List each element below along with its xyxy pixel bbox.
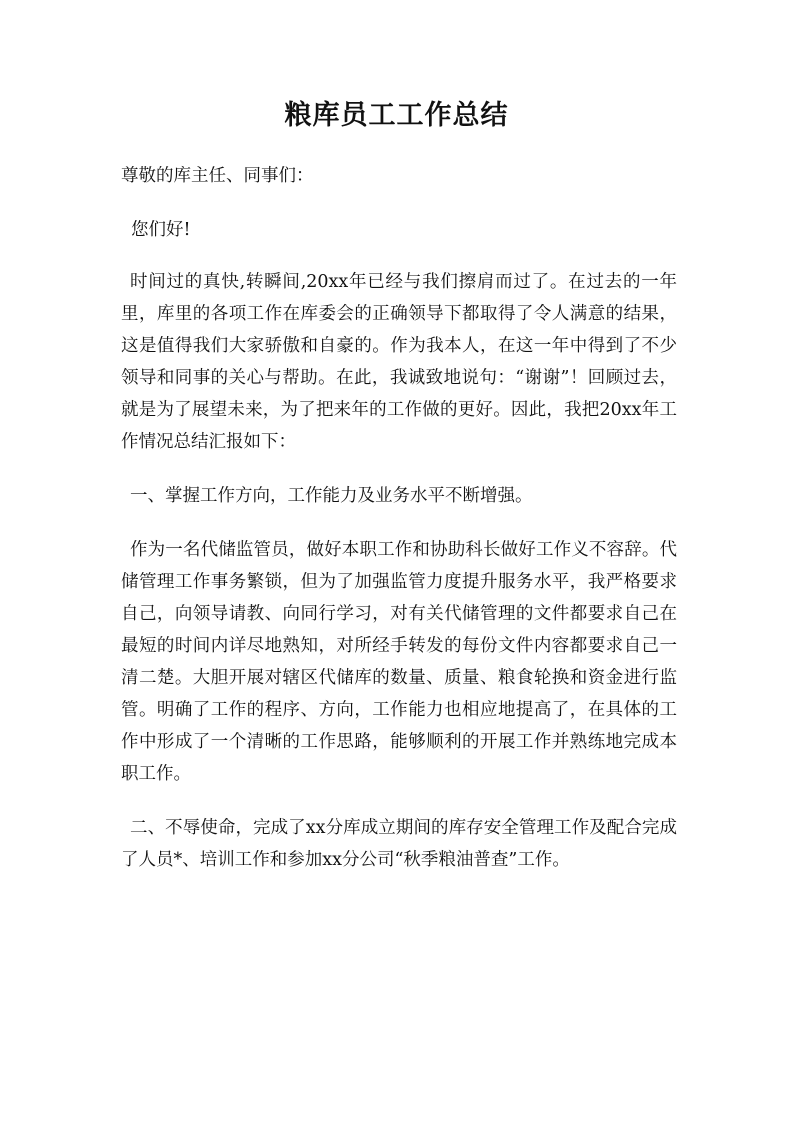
salutation: 尊敬的库主任、同事们： [121,166,314,186]
paragraph-section-1: 作为一名代储监管员，做好本职工作和协助科长做好工作义不容辞。代储管理工作事务繁锁，但为了加强监管力度提升服务水平，我严格要求自己，向领导请教、向同行学习，对有关代储管理的文件都要求自己在最短的时间内详尽地熟知，对所经手转发的每份文件内容都要求自己一清二楚。大胆开展对辖区代储库的数量、质量、粮食轮换和资金进行监管。明确了工作的程序、方向，工作能力也相应地提高了，在具体的工作中形成了一个清晰的工作思路，能够顺利的开展工作并熟练地完成本职工作。 [121,540,677,784]
greeting: 您们好! [131,220,191,240]
section-heading-2: 二、不辱使命，完成了xx分库成立期间的库存安全管理工作及配合完成了人员*、培训工作和参加xx分公司“秋季粮油普查”工作。 [121,818,677,870]
paragraph-intro: 时间过的真快,转瞬间,20xx年已经与我们擦肩而过了。在过去的一年里，库里的各项工作在库委会的正确领导下都取得了令人满意的结果，这是值得我们大家骄傲和自豪的。作为我本人，在这一年中得到了不少领导和同事的关心与帮助。在此，我诚致地说句：“谢谢”！回顾过去，就是为了展望未来，为了把来年的工作做的更好。因此，我把20xx年工作情况总结汇报如下： [121,272,677,452]
document-body [121,160,677,898]
document-title: 粮库员工工作总结 [284,100,509,131]
section-heading-1: 一、掌握工作方向，工作能力及业务水平不断增强。 [130,486,533,506]
